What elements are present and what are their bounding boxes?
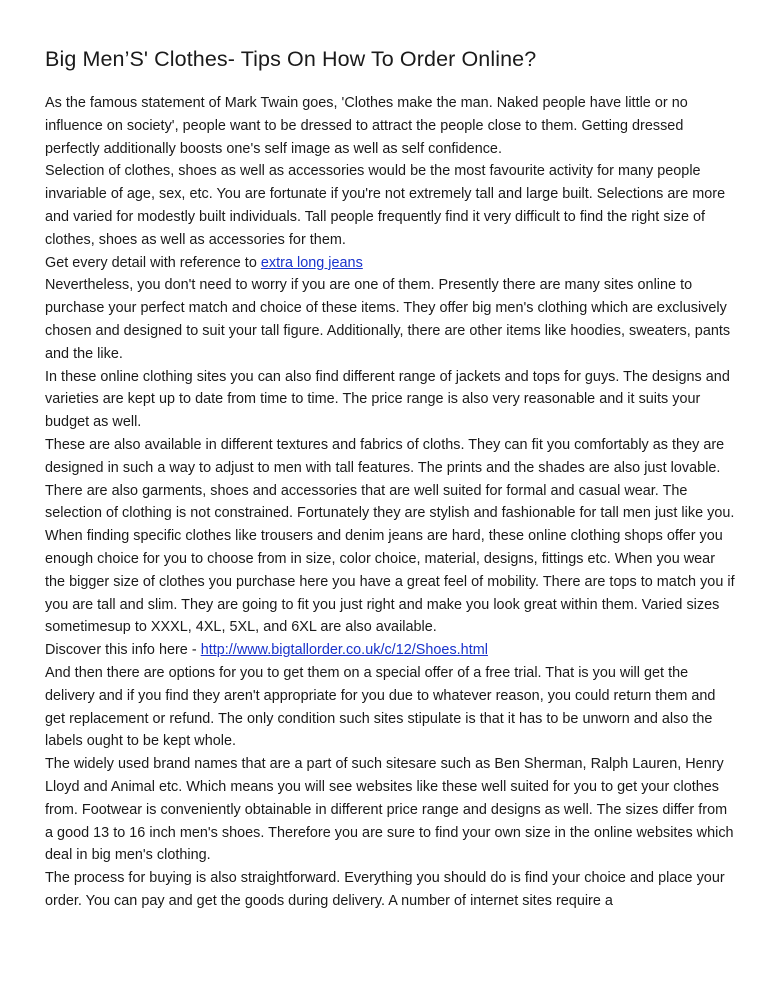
paragraph-text: Get every detail with reference to [45, 254, 261, 271]
paragraph-discover-link [45, 639, 735, 662]
paragraph-selection [45, 160, 735, 251]
extra-long-jeans-link[interactable]: extra long jeans [260, 254, 363, 271]
paragraph-detail-link [45, 252, 735, 275]
paragraph-text: In these online clothing sites you can also find different range of jackets and tops for guys. The designs and varieties are kept up to date from time to time. The price range is also very reasonable and it suits your budget as well. [45, 368, 730, 431]
paragraph-text: Selection of clothes, shoes as well as accessories would be the most favourite activity for many people invariable of age, sex, etc. You are fortunate if you're not extremely tall and large built. Selections are more and varied for modestly built individuals. Tall people frequently find it very difficult to find the right size of clothes, shoes as well as accessories for them. [45, 163, 726, 248]
paragraph-free-trial [45, 662, 735, 753]
paragraph-jackets [45, 366, 735, 434]
paragraph-textures [45, 434, 735, 639]
page-title: Big Men’S' Clothes- Tips On How To Order Online? [45, 47, 537, 71]
paragraph-text: As the famous statement of Mark Twain goes, 'Clothes make the man. Naked people have little or no influence on society', people want to be dressed to attract the people close to them. Getting dressed perfectly additionally boosts one's self image as well as self confidence. [45, 95, 688, 157]
paragraph-brands [45, 753, 735, 867]
document-page [45, 44, 735, 913]
paragraph-text: The widely used brand names that are a part of such sitesare such as Ben Sherman, Ralph Lauren, Henry Lloyd and Animal etc. Which means you will see websites like these well suited for you to get your clothes from. Footwear is conveniently obtainable in different price range and designs as well. The sizes differ from a good 13 to 16 inch men's shoes. Therefore you are sure to find your own size in the online websites which deal in big men's clothing. [45, 756, 734, 864]
paragraph-text: The process for buying is also straightforward. Everything you should do is find your choice and place your order. You can pay and get the goods during delivery. A number of internet sites require a [45, 870, 725, 909]
paragraph-nevertheless [45, 274, 735, 365]
shoes-url-link[interactable]: http://www.bigtallorder.co.uk/c/12/Shoes.html [200, 642, 488, 659]
paragraph-text: Nevertheless, you don't need to worry if you are one of them. Presently there are many sites online to purchase your perfect match and choice of these items. They offer big men's clothing which are exclusively chosen and designed to suit your tall figure. Additionally, there are other items like hoodies, sweaters, pants and the like. [45, 277, 731, 362]
paragraph-text: And then there are options for you to get them on a special offer of a free trial. That is you will get the delivery and if you find they aren't appropriate for you due to whatever reason, you could return them and get replacement or refund. The only condition such sites stipulate is that it has to be unworn and also the labels ought to be kept whole. [45, 664, 716, 750]
paragraph-text: These are also available in different textures and fabrics of cloths. They can fit you comfortably as they are designed in such a way to adjust to men with tall features. The prints and the shades are also just lovable. There are also garments, shoes and accessories that are well suited for formal and casual wear. The selection of clothing is not constrained. Fortunately they are stylish and fashionable for tall men just like you. When finding specific clothes like trousers and denim jeans are hard, these online clothing shops offer you enough choice for you to choose from in size, color choice, material, designs, fittings etc. When you wear the bigger size of clothes you purchase here you have a great feel of mobility. There are tops to match you if you are tall and slim. They are going to fit you just right and make you look great within them. Varied sizes sometimesup to XXXL, 4XL, 5XL, and 6XL are also available. [45, 436, 735, 636]
paragraph-intro [45, 92, 735, 160]
paragraph-text: Discover this info here - [45, 642, 201, 659]
paragraph-buying-process [45, 867, 735, 913]
